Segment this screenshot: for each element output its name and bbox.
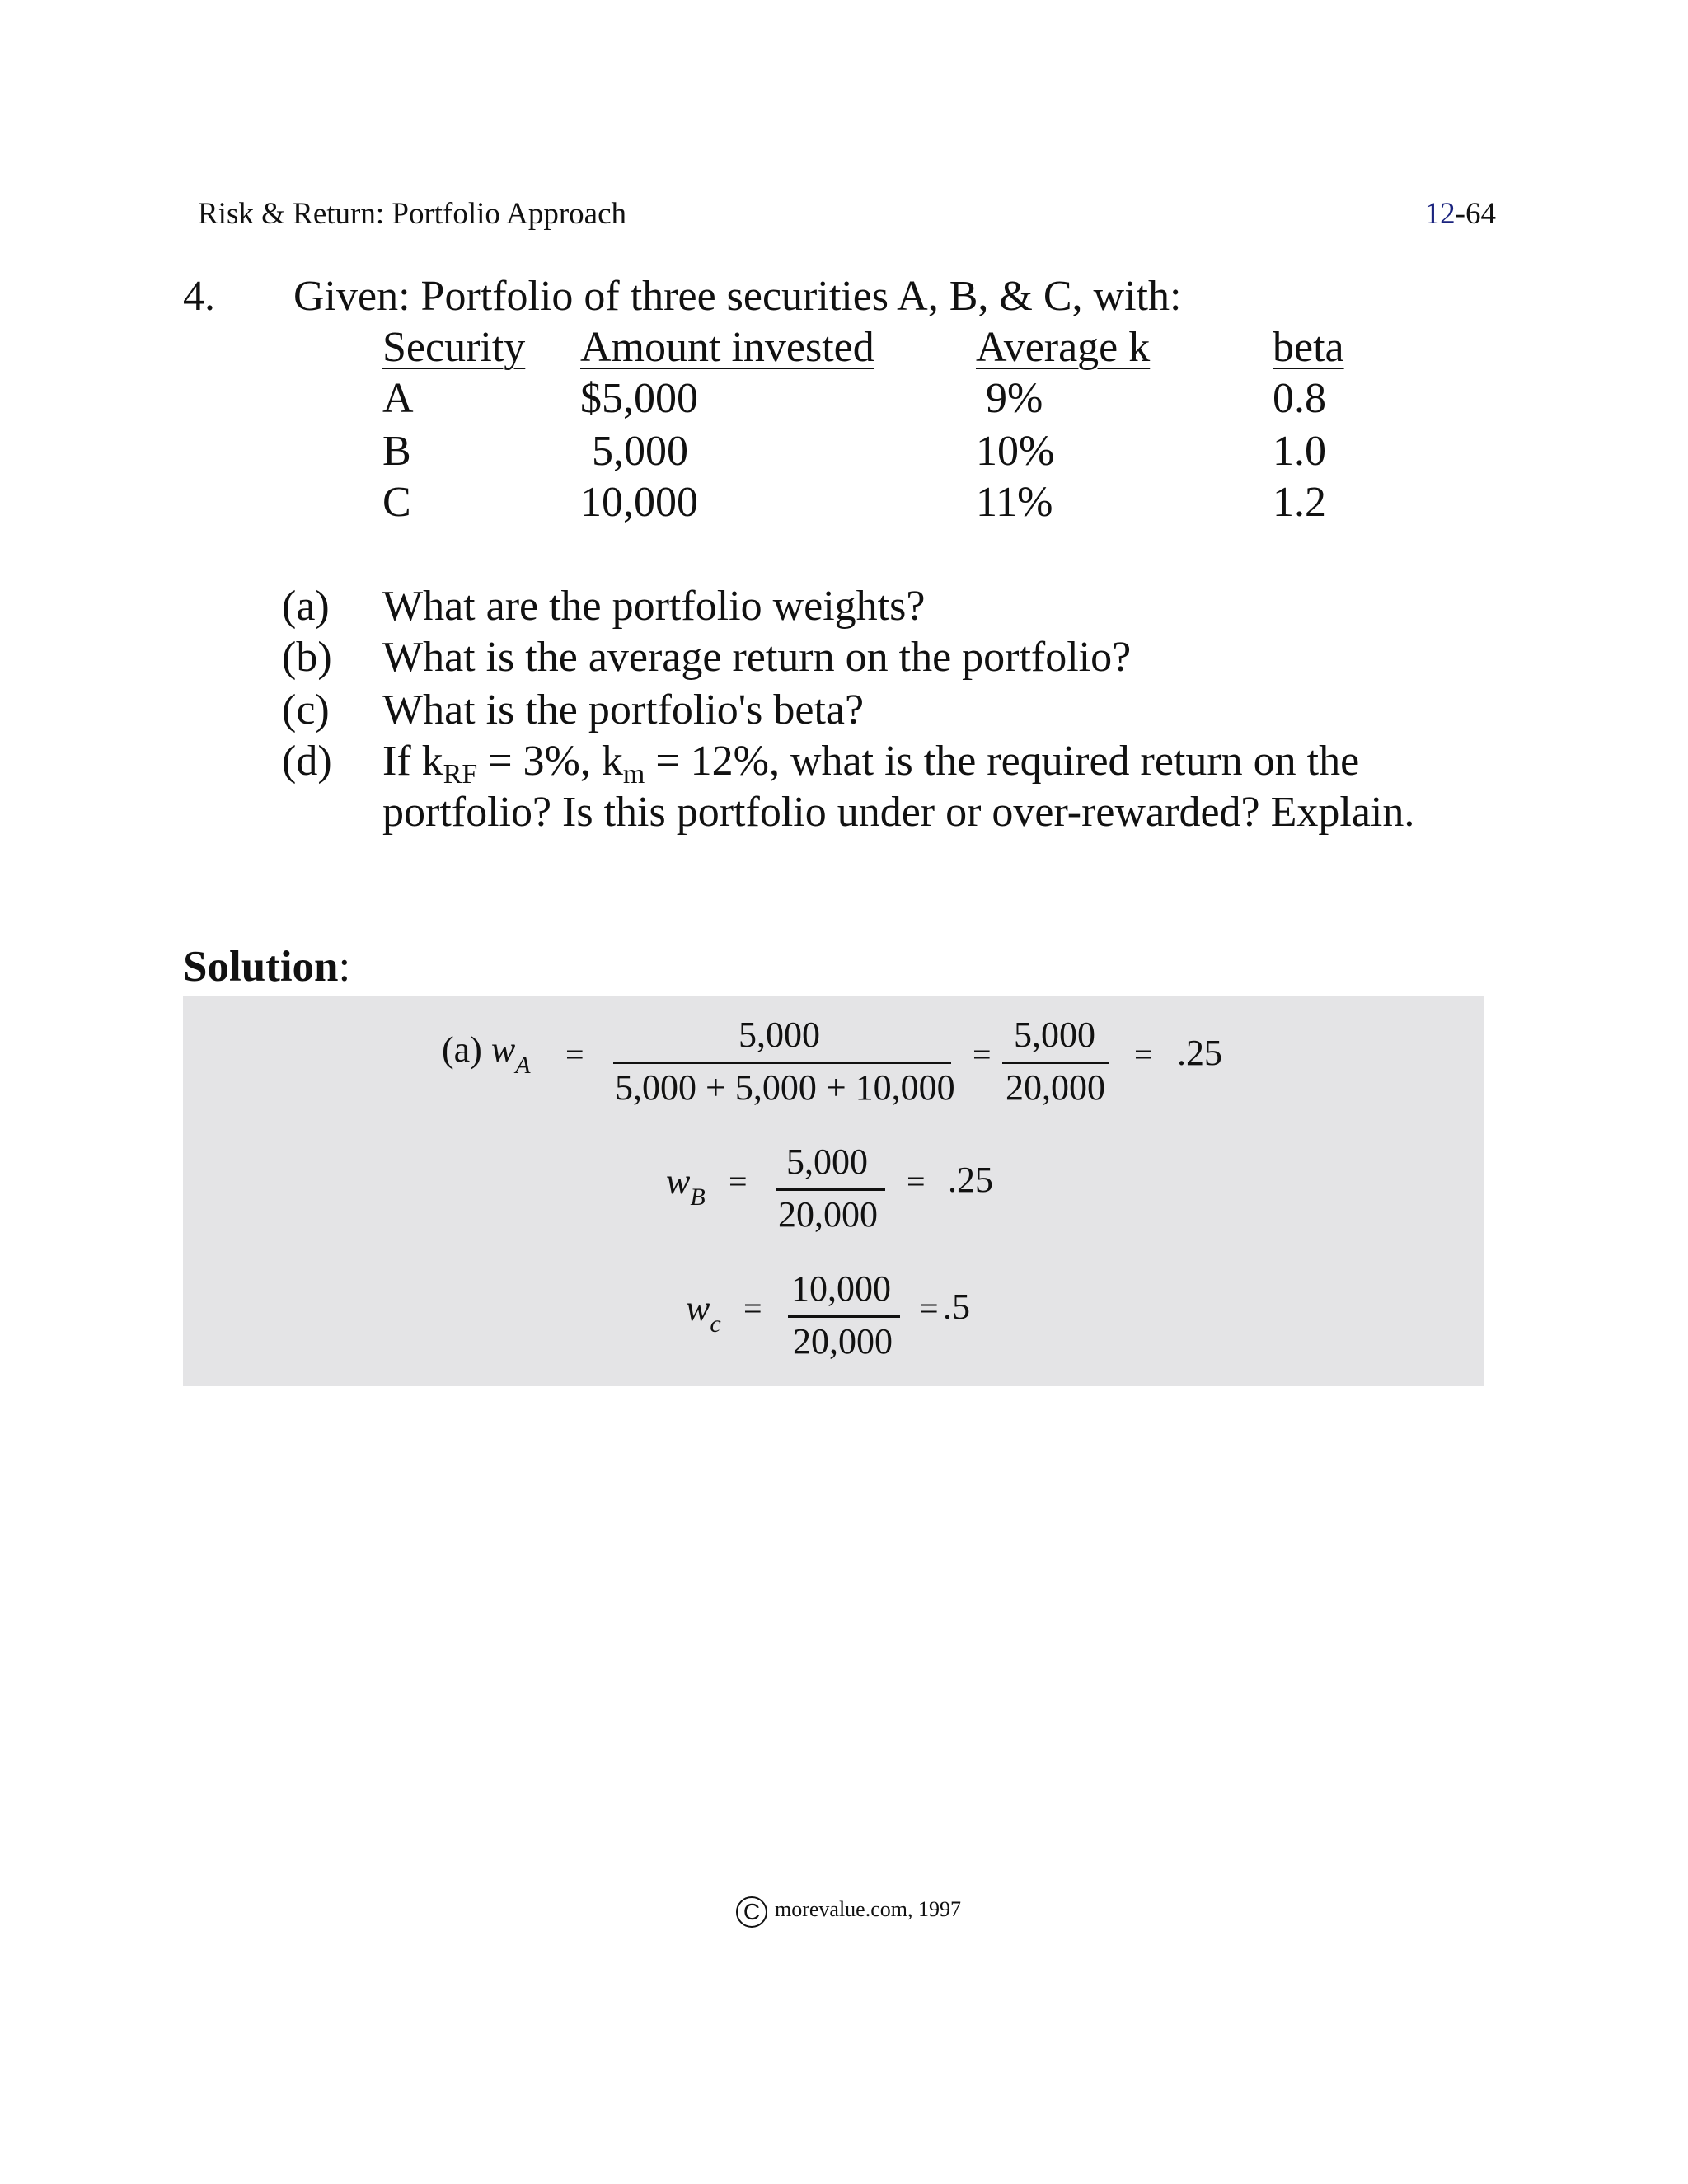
table-header: Amount invested (580, 324, 874, 371)
table-cell: 0.8 (1273, 375, 1326, 422)
equals-sign: = (973, 1036, 992, 1073)
chapter-number: 12 (1424, 197, 1456, 231)
problem-number: 4. (183, 273, 215, 320)
table-cell: C (382, 479, 411, 526)
part-label: (c) (282, 687, 330, 733)
eq-b-numerator: 5,000 (786, 1141, 868, 1182)
equals-sign: = (743, 1290, 762, 1327)
part-text: What is the average return on the portfolio? (382, 634, 1132, 681)
eq-c-lhs: $w_c$ (686, 1288, 721, 1338)
table-cell: A (382, 375, 414, 422)
copyright-icon: C (736, 1896, 767, 1928)
eq-b-denominator: 20,000 (778, 1194, 878, 1235)
running-header-title: Risk & Return: Portfolio Approach (198, 197, 627, 231)
table-cell: 1.0 (1273, 428, 1326, 475)
eq-a-result: .25 (1177, 1033, 1222, 1073)
part-label: (d) (282, 738, 332, 785)
fraction-bar (1002, 1062, 1109, 1064)
table-header: Security (382, 324, 526, 371)
problem-given: Given: Portfolio of three securities A, B, & C, with: (293, 273, 1182, 320)
eq-b-result: .25 (948, 1160, 993, 1200)
fraction-bar (613, 1062, 951, 1064)
eq-a-denominator: 5,000 + 5,000 + 10,000 (615, 1067, 955, 1108)
table-cell: 10% (976, 428, 1055, 475)
table-cell: 5,000 (592, 428, 688, 475)
page-number (1425, 196, 1496, 232)
part-label: (b) (282, 634, 332, 681)
table-cell: B (382, 428, 411, 475)
part-text: What is the portfolio's beta? (382, 687, 865, 733)
table-cell: $5,000 (580, 375, 698, 422)
eq-a-lhs: (a) $w_A$ (442, 1029, 531, 1079)
eq-a-numerator: 5,000 (738, 1015, 820, 1055)
table-cell: 10,000 (580, 479, 698, 526)
table-cell: 9% (986, 375, 1043, 422)
page-suffix: -64 (1455, 197, 1496, 231)
eq-c-result: .5 (943, 1286, 970, 1327)
part-text-continued: portfolio? Is this portfolio under or over-rewarded? Explain. (382, 789, 1415, 836)
table-header: Average k (976, 324, 1151, 371)
table-cell: 11% (976, 479, 1053, 526)
eq-c-numerator: 10,000 (791, 1268, 891, 1309)
fraction-bar (788, 1315, 900, 1318)
table-cell: 1.2 (1273, 479, 1326, 526)
fraction-bar (776, 1188, 885, 1191)
part-text: If $k_{RF} = 3\%$, $k_m = 12\%$, what is the required return on the (382, 738, 1360, 790)
equals-sign: = (907, 1163, 926, 1200)
part-text: What are the portfolio weights? (382, 583, 926, 630)
eq-c-denominator: 20,000 (793, 1321, 893, 1361)
equals-sign: = (729, 1163, 748, 1200)
solution-heading: Solution: (183, 943, 351, 991)
eq-a-numerator-2: 5,000 (1014, 1015, 1095, 1055)
eq-b-lhs: $w_B$ (666, 1161, 706, 1211)
table-header: beta (1273, 324, 1344, 371)
copyright-text: morevalue.com, 1997 (775, 1897, 961, 1921)
part-label: (a) (282, 583, 330, 630)
equals-sign: = (565, 1036, 584, 1073)
equals-sign: = (920, 1290, 939, 1327)
equals-sign: = (1134, 1036, 1153, 1073)
eq-a-denominator-2: 20,000 (1006, 1067, 1105, 1108)
